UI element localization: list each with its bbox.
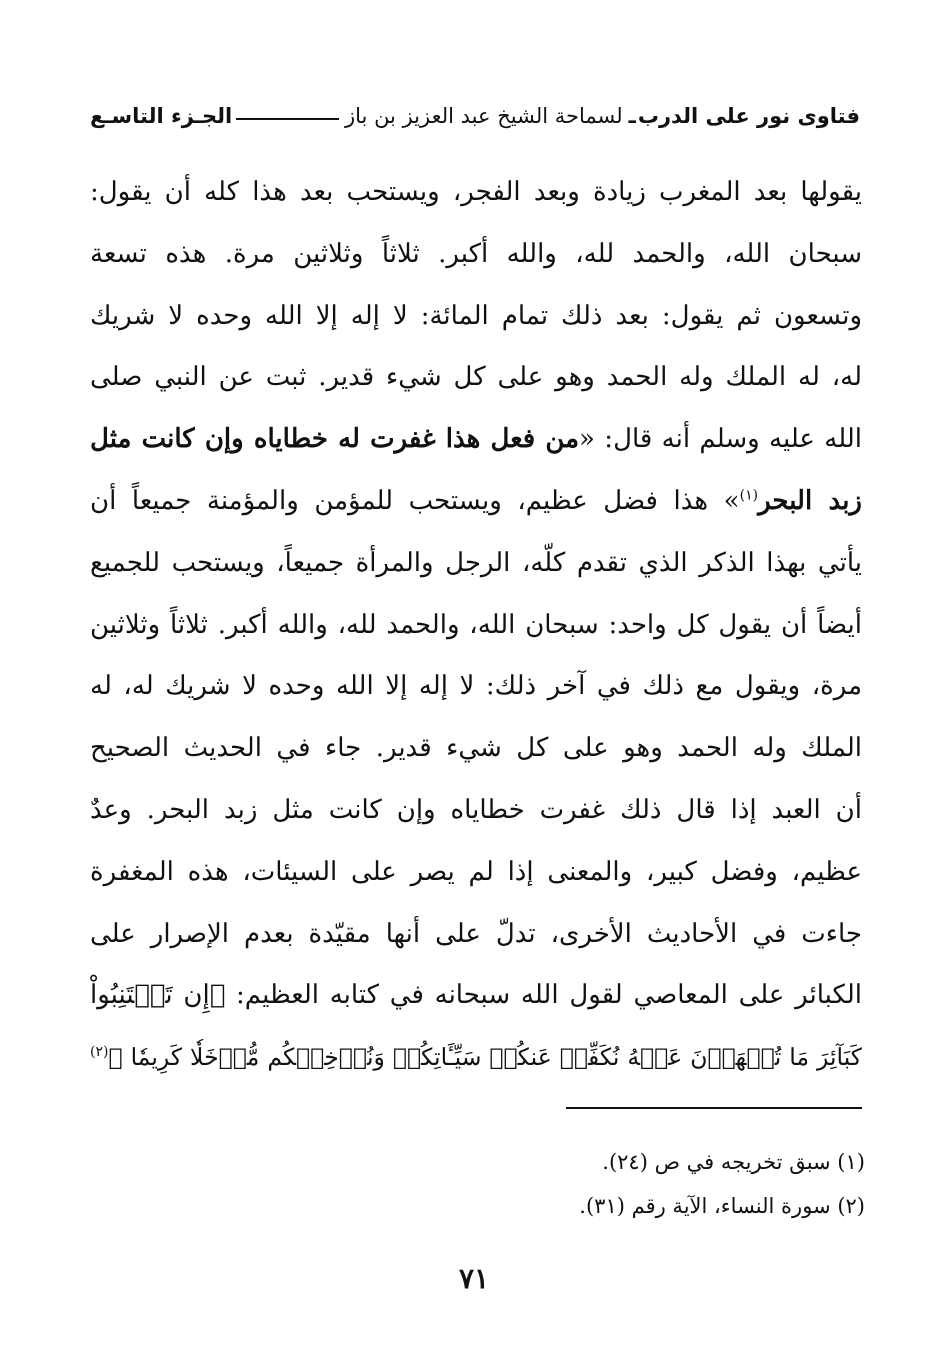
text-line: عظيم، وفضل كبير، والمعنى إذا لم يصر على السيئات، هذه المغفرة: [90, 856, 862, 887]
text-line: يأتي بهذا الذكر الذي تقدم كلّه، الرجل والمرأة جميعاً، ويستحب للجميع: [90, 547, 862, 578]
quran-verse-line: [90, 1027, 862, 1089]
footnotes: [300, 1140, 865, 1228]
text-line: يقولها بعد المغرب زيادة وبعد الفجر، ويستحب بعد هذا كله أن يقول:: [90, 177, 862, 207]
quran-verse: كَبَآئِرَ مَا تُنۡهَوۡنَ عَنۡهُ نُكَفِّرۡ عَنكُمۡ سَيِّـَٔاتِكُمۡ وَنُدۡخِلۡكُم مُّدۡخَلٗا كَرِيمٗا ﴾: [108, 1043, 862, 1072]
author-line: لسماحة الشيخ عبد العزيز بن باز: [345, 104, 623, 128]
title-separator: ـ: [628, 104, 636, 128]
running-head: [90, 96, 860, 136]
body-text: [90, 162, 862, 1089]
text-segment: » هذا فضل عظيم، ويستحب للمؤمن والمؤمنة جميعاً أن: [90, 485, 740, 516]
text-line: [90, 471, 862, 533]
volume-part: الجـزء التاسـع: [90, 104, 233, 128]
text-line: جاءت في الأحاديث الأخرى، تدلّ على أنها مقيّدة بعدم الإصرار على: [90, 918, 862, 949]
text-line: أن العبد إذا قال ذلك غفرت خطاياه وإن كانت مثل زبد البحر. وعدٌ: [90, 794, 862, 825]
header-rule: [236, 118, 339, 120]
page-number: ٧١: [458, 1262, 490, 1295]
text-line: وتسعون ثم يقول: بعد ذلك تمام المائة: لا إله إلا الله وحده لا شريك: [90, 300, 862, 331]
book-title: فتاوى نور على الدرب: [637, 104, 860, 128]
footnote-rule: [566, 1107, 862, 1109]
text-line: سبحان الله، والحمد لله، والله أكبر. ثلاثاً وثلاثين مرة. هذه تسعة: [90, 238, 862, 269]
text-line: [90, 409, 862, 471]
footnote: (٢) سورة النساء، الآية رقم (٣١).: [579, 1194, 865, 1218]
footnote-marker: (٢): [90, 1044, 109, 1061]
text-line: أيضاً أن يقول كل واحد: سبحان الله، والحمد لله، والله أكبر. ثلاثاً وثلاثين: [90, 609, 862, 640]
footnote-marker: (١): [739, 487, 759, 504]
text-line: له، له الملك وله الحمد وهو على كل شيء قدير. ثبت عن النبي صلى: [90, 362, 862, 393]
text-line: الكبائر على المعاصي لقول الله سبحانه في كتابه العظيم: ﴿إِن تَجۡتَنِبُواْ: [90, 980, 862, 1011]
hadith-quote: من فعل هذا غفرت له خطاياه وإن كانت مثل: [90, 424, 580, 455]
text-line: مرة، ويقول مع ذلك في آخر ذلك: لا إله إلا الله وحده لا شريك له، له: [90, 671, 862, 702]
text-segment: الله عليه وسلم أنه قال: «: [579, 424, 862, 455]
hadith-quote: زبد البحر: [758, 485, 862, 516]
footnote: (١) سبق تخريجه في ص (٢٤).: [602, 1150, 865, 1174]
text-line: الملك وله الحمد وهو على كل شيء قدير. جاء في الحديث الصحيح: [90, 733, 862, 764]
